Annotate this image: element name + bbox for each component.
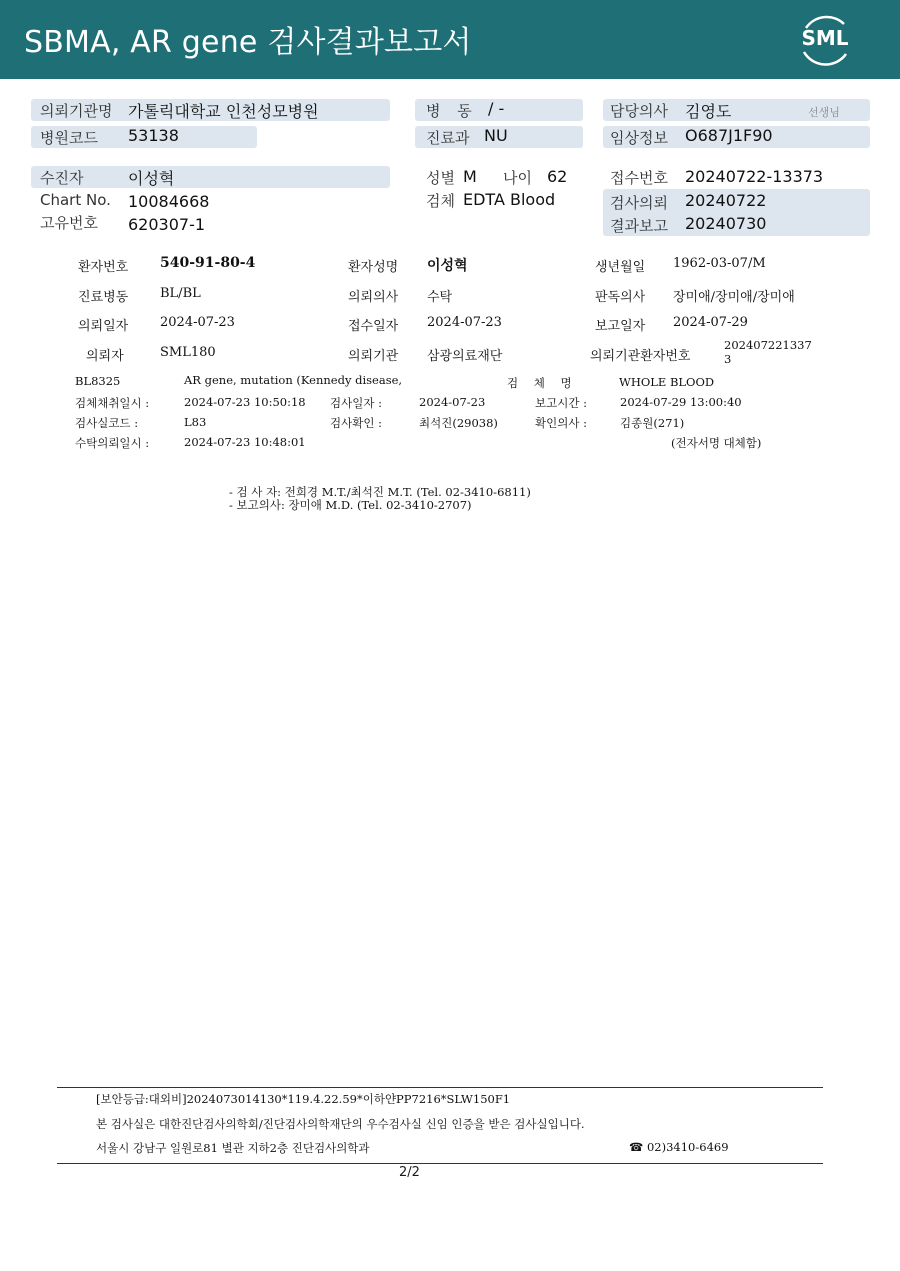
- footer-top-rule: [57, 1087, 823, 1088]
- ward-value: / -: [488, 99, 505, 118]
- patient-no-value: 540-91-80-4: [160, 255, 256, 271]
- birth-value: 1962-03-07/M: [673, 256, 766, 271]
- hospital-label: 의뢰기관명: [40, 102, 113, 120]
- report-time-value: 2024-07-29 13:00:40: [620, 395, 742, 409]
- rcv-date-label: 접수일자: [348, 319, 399, 334]
- req-inst-label: 의뢰기관: [348, 349, 399, 364]
- cert-line: 본 검사실은 대한진단검사의학회/진단검사의학재단의 우수검사실 신임 인증을 받은 검사실입니다.: [96, 1117, 585, 1131]
- dept-value: NU: [484, 126, 508, 145]
- tester-line: - 검 사 자: 전희경 M.T./최석진 M.T. (Tel. 02-3410-6811): [229, 485, 531, 499]
- req-inst-value: 삼광의료재단: [427, 349, 503, 364]
- inst-patient-no-value-line2: 3: [724, 352, 732, 366]
- req-date-label: 의뢰일자: [78, 319, 129, 334]
- chart-label: Chart No.: [40, 191, 111, 209]
- test-name: AR gene, mutation (Kennedy disease,: [184, 373, 403, 387]
- birth-label: 생년월일: [595, 260, 646, 275]
- receipt-label: 접수번호: [610, 169, 668, 187]
- doctor-label: 담당의사: [610, 102, 668, 120]
- hospital-value: 가톨릭대학교 인천성모병원: [128, 102, 319, 121]
- age-value: 62: [547, 167, 568, 186]
- footer-bottom-rule: [57, 1163, 823, 1164]
- test-confirm-label: 검사확인 :: [330, 416, 382, 430]
- chart-value: 10084668: [128, 192, 210, 211]
- unique-label: 고유번호: [40, 214, 98, 232]
- req-doctor-label: 의뢰의사: [348, 290, 399, 305]
- patient-no-label: 환자번호: [78, 260, 129, 275]
- inst-patient-no-label: 의뢰기관환자번호: [590, 349, 691, 364]
- patient-label: 수진자: [40, 169, 84, 187]
- confirm-doctor-value: 김종원(271): [620, 416, 685, 430]
- specimen-name-value: WHOLE BLOOD: [619, 375, 715, 389]
- test-code: BL8325: [75, 374, 121, 388]
- request-label: 검사의뢰: [610, 194, 668, 212]
- phone-line: ☎ 02)3410-6469: [629, 1140, 729, 1154]
- clinical-value: O687J1F90: [685, 126, 773, 145]
- test-confirm-value: 최석진(29038): [419, 416, 498, 430]
- collect-label: 검체채취일시 :: [75, 396, 150, 410]
- request-value: 20240722: [685, 191, 767, 210]
- req-doctor-value: 수탁: [427, 290, 453, 305]
- unique-value: 620307-1: [128, 215, 206, 234]
- security-line: [보안등급:대외비]2024073014130*119.4.22.59*이하얀PP7216*SLW150F1: [96, 1092, 511, 1106]
- hospital-code-label: 병원코드: [40, 129, 98, 147]
- rpt-date-value: 2024-07-29: [673, 315, 748, 330]
- ward-label: 병 동: [426, 102, 478, 120]
- receipt-value: 20240722-13373: [685, 167, 824, 186]
- sex-label: 성별: [426, 169, 455, 187]
- ward-report-value: BL/BL: [160, 286, 201, 301]
- reporter-line: - 보고의사: 장미애 M.D. (Tel. 02-3410-2707): [229, 498, 472, 512]
- specimen-label: 검체: [426, 192, 455, 210]
- req-date-value: 2024-07-23: [160, 315, 235, 330]
- dept-label: 진료과: [426, 129, 470, 147]
- sex-value: M: [463, 167, 477, 186]
- patient-value: 이성혁: [128, 169, 175, 188]
- reading-doctor-label: 판독의사: [595, 290, 646, 305]
- report-time-label: 보고시간 :: [535, 396, 587, 410]
- consign-label: 수탁의뢰일시 :: [75, 436, 150, 450]
- clinical-label: 임상정보: [610, 129, 668, 147]
- rcv-date-value: 2024-07-23: [427, 315, 502, 330]
- patient-name-label: 환자성명: [348, 260, 399, 275]
- specimen-value: EDTA Blood: [463, 190, 556, 209]
- test-date-value: 2024-07-23: [419, 395, 486, 409]
- patient-name-value: 이성혁: [427, 258, 468, 274]
- collect-value: 2024-07-23 10:50:18: [184, 395, 306, 409]
- requester-label: 의뢰자: [86, 349, 124, 364]
- doctor-suffix: 선생님: [808, 106, 840, 119]
- address-line: 서울시 강남구 일원로81 별관 지하2층 진단검사의학과: [96, 1141, 370, 1155]
- report-label: 결과보고: [610, 217, 668, 235]
- requester-value: SML180: [160, 345, 216, 360]
- consign-value: 2024-07-23 10:48:01: [184, 435, 306, 449]
- report-title: SBMA, AR gene 검사결과보고서: [24, 25, 472, 60]
- report-header: [0, 0, 900, 79]
- rpt-date-label: 보고일자: [595, 319, 646, 334]
- patient-bar: [31, 166, 390, 188]
- sml-logo: [794, 12, 856, 66]
- reading-doctor-value: 장미애/장미애/장미애: [673, 290, 795, 305]
- test-date-label: 검사일자 :: [330, 396, 382, 410]
- logo-text: SML: [801, 26, 849, 50]
- confirm-doctor-label: 확인의사 :: [535, 416, 587, 430]
- page-number: 2/2: [399, 1165, 420, 1180]
- age-label: 나이: [503, 169, 532, 187]
- report-value: 20240730: [685, 214, 767, 233]
- doctor-value: 김영도: [685, 102, 732, 121]
- esign-note: (전자서명 대체함): [671, 436, 762, 450]
- lab-code-label: 검사실코드 :: [75, 416, 139, 430]
- lab-code-value: L83: [184, 415, 207, 429]
- ward-report-label: 진료병동: [78, 290, 129, 305]
- specimen-name-label: 검 체 명: [507, 376, 578, 390]
- inst-patient-no-value-line1: 202407221337: [724, 338, 812, 352]
- hospital-code-value: 53138: [128, 126, 179, 145]
